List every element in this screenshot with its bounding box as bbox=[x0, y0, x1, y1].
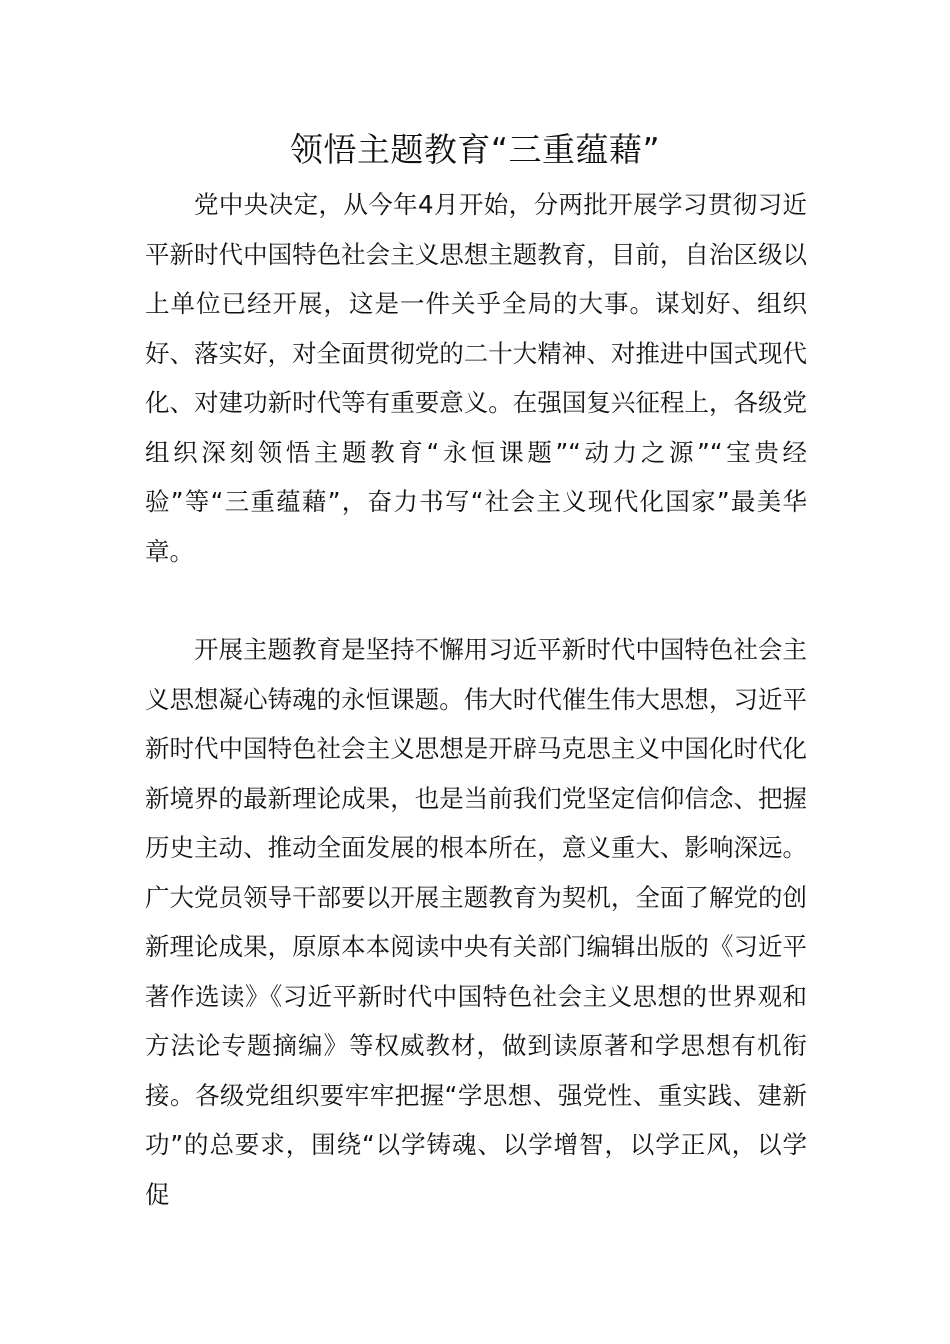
document-title: 领悟主题教育“三重蕴藉” bbox=[289, 130, 661, 169]
paragraph-1: 党中央决定，从今年4月开始，分两批开展学习贯彻习近平新时代中国特色社会主义思想主题教育，目前，自治区级以上单位已经开展，这是一件关乎全局的大事。谋划好、组织好、落实好，对全面贯彻党的二十大精神、对推进中国式现代化、对建功新时代等有重要意义。在强国复兴征程上，各级党组织深刻领悟主题教育“永恒课题”“动力之源”“宝贵经验”等“三重蕴藉”，奋力书写“社会主义现代化国家”最美华章。 bbox=[145, 190, 807, 566]
paragraph-2: 开展主题教育是坚持不懈用习近平新时代中国特色社会主义思想凝心铸魂的永恒课题。伟大时代催生伟大思想，习近平新时代中国特色社会主义思想是开辟马克思主义中国化时代化新境界的最新理论成果，也是当前我们党坚定信仰信念、把握历史主动、推动全面发展的根本所在，意义重大、影响深远。广大党员领导干部要以开展主题教育为契机，全面了解党的创新理论成果，原原本本阅读中央有关部门编辑出版的《习近平著作选读》《习近平新时代中国特色社会主义思想的世界观和方法论专题摘编》等权威教材，做到读原著和学思想有机衔接。各级党组织要牢牢把握“学思想、强党性、重实践、建新功”的总要求，围绕“以学铸魂、以学增智，以学正风，以学促 bbox=[145, 635, 807, 1209]
